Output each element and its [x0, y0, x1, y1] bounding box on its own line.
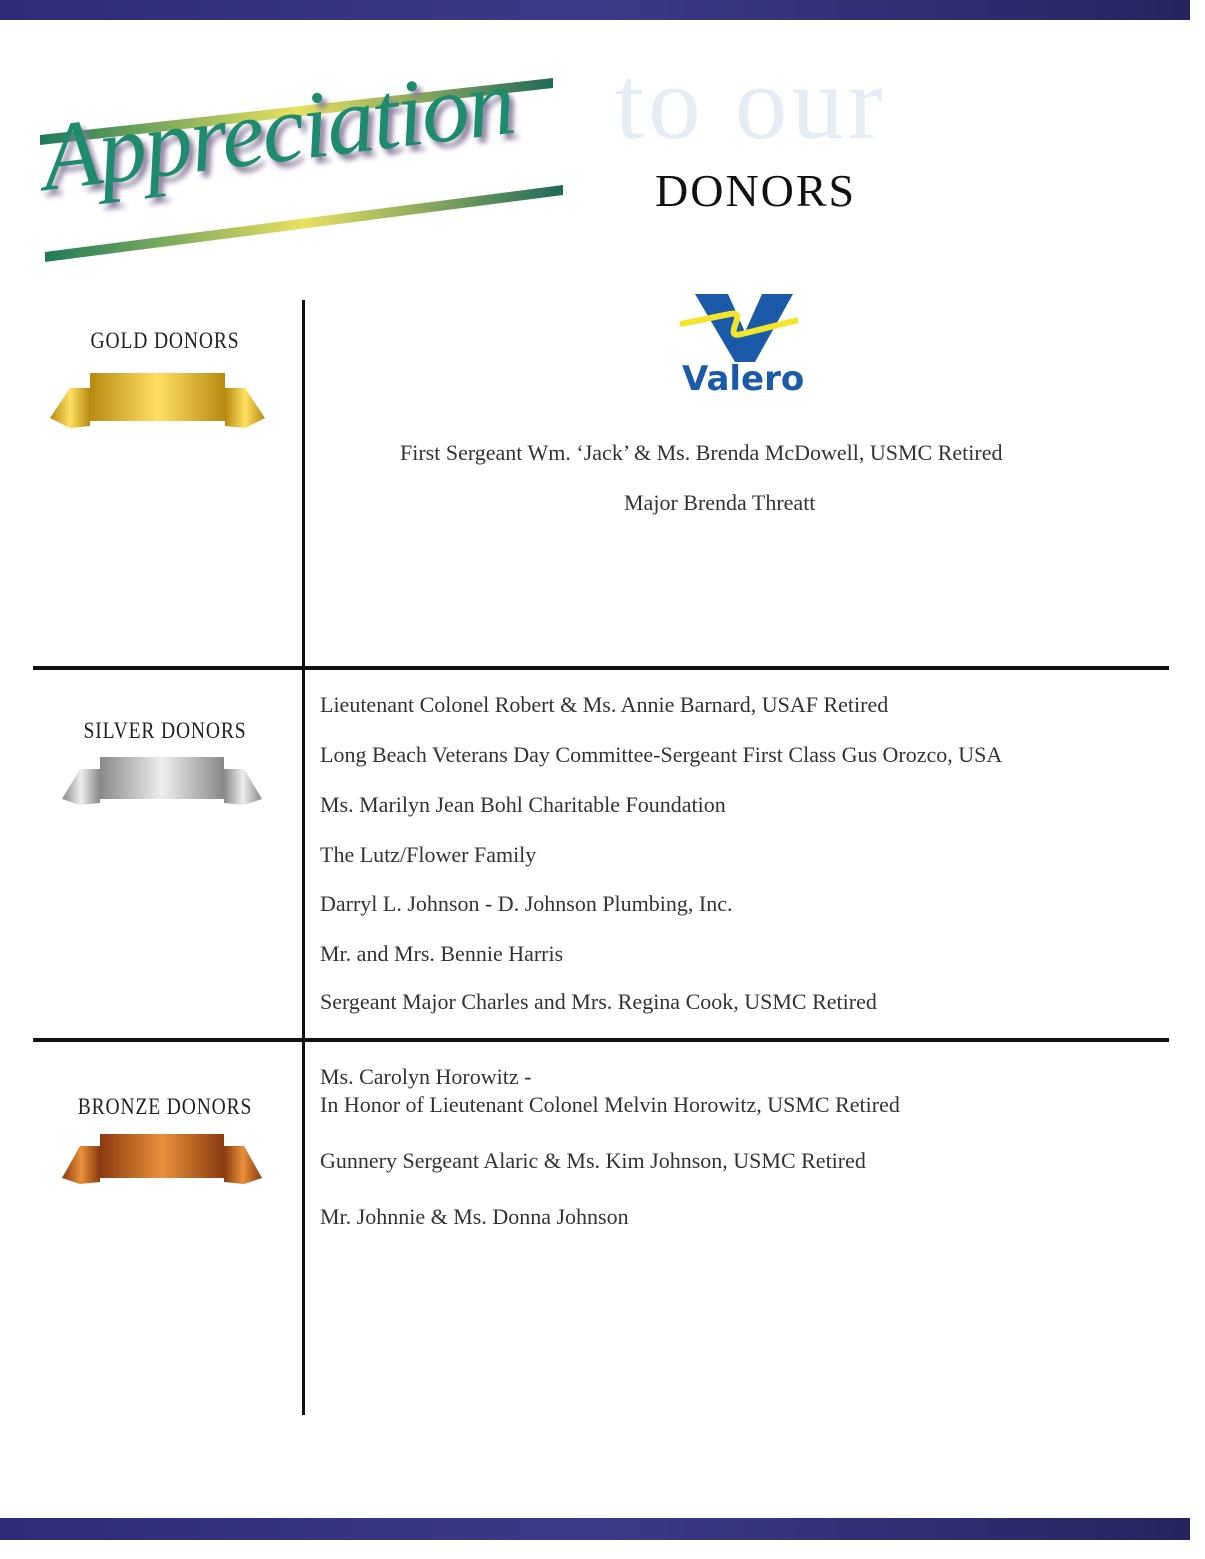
- bronze-ribbon-icon: [62, 1132, 262, 1186]
- title-faded-text: to our: [615, 44, 887, 161]
- bottom-banner-bar: [0, 1518, 1190, 1540]
- donor-name: The Lutz/Flower Family: [320, 842, 537, 867]
- donor-name: Lieutenant Colonel Robert & Ms. Annie Barnard, USAF Retired: [320, 692, 889, 717]
- valero-logo-text: Valero: [682, 359, 805, 392]
- column-divider: [302, 300, 305, 1415]
- donor-name: Mr. and Mrs. Bennie Harris: [320, 941, 564, 966]
- gold-ribbon-icon: [50, 368, 265, 430]
- donor-name: Sergeant Major Charles and Mrs. Regina Cook, USMC Retired: [320, 989, 877, 1014]
- donor-name: Mr. Johnnie & Ms. Donna Johnson: [320, 1204, 629, 1229]
- donor-name: Gunnery Sergeant Alaric & Ms. Kim Johnson, USMC Retired: [320, 1148, 866, 1173]
- section-divider: [33, 1038, 1169, 1042]
- top-banner-bar: [0, 0, 1190, 20]
- donor-name: Ms. Carolyn Horowitz -: [320, 1064, 532, 1089]
- section-divider: [33, 666, 1169, 670]
- donor-name: Long Beach Veterans Day Committee-Sergeant First Class Gus Orozco, USA: [320, 742, 1003, 767]
- donor-name: In Honor of Lieutenant Colonel Melvin Horowitz, USMC Retired: [320, 1092, 900, 1117]
- valero-logo: [680, 292, 810, 392]
- donor-name: Ms. Marilyn Jean Bohl Charitable Foundation: [320, 792, 726, 817]
- gold-donors-label: GOLD DONORS: [90, 328, 240, 353]
- donor-name: Darryl L. Johnson - D. Johnson Plumbing, Inc.: [320, 891, 733, 916]
- silver-donors-label: SILVER DONORS: [83, 718, 247, 743]
- donor-name: First Sergeant Wm. ‘Jack’ & Ms. Brenda McDowell, USMC Retired: [400, 440, 1003, 465]
- silver-ribbon-icon: [62, 755, 262, 807]
- appreciation-title: Appreciation: [35, 47, 519, 211]
- bronze-donors-label: BRONZE DONORS: [77, 1094, 253, 1119]
- donor-name: Major Brenda Threatt: [624, 490, 816, 515]
- page-title: DONORS: [655, 165, 857, 216]
